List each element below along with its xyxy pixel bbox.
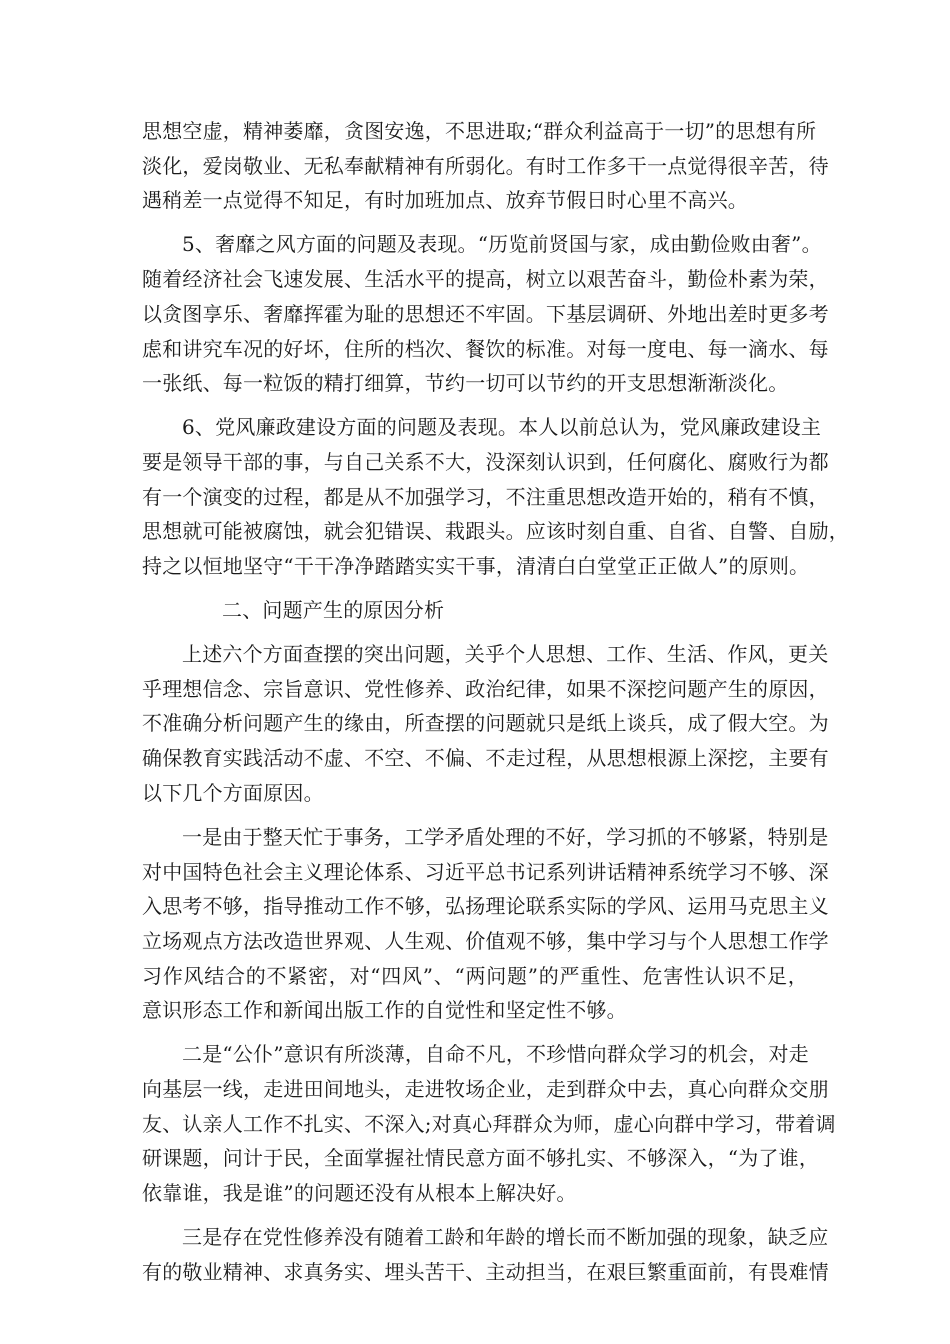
- text-line: 虑和讲究车况的好坏，住所的档次、餐饮的标准。对每一度电、每一滴水、每: [142, 336, 829, 361]
- text-line: 意识形态工作和新闻出版工作的自觉性和坚定性不够。: [142, 998, 627, 1023]
- text-line: 一张纸、每一粒饭的精打细算，节约一切可以节约的开支思想渐渐淡化。: [142, 371, 789, 396]
- text-line: 乎理想信念、宗旨意识、党性修养、政治纪律，如果不深挖问题产生的原因，: [142, 676, 829, 701]
- paragraph: [142, 820, 829, 1028]
- text-line: 二是“公仆”意识有所淡薄，自命不凡，不珍惜向群众学习的机会，对走: [182, 1042, 809, 1067]
- text-line: 不准确分析问题产生的缘由，所查摆的问题就只是纸上谈兵，成了假大空。为: [142, 711, 829, 736]
- text-line: 以下几个方面原因。: [142, 780, 324, 805]
- text-line: 要是领导干部的事，与自己关系不大，没深刻认识到，任何腐化、腐败行为都: [142, 449, 829, 474]
- paragraph: [142, 1220, 829, 1289]
- text-line: 思想就可能被腐蚀，就会犯错误、栽跟头。应该时刻自重、自省、自警、自励，: [142, 519, 849, 544]
- text-line: 遇稍差一点觉得不知足，有时加班加点、放弃节假日时心里不高兴。: [142, 188, 748, 213]
- text-line: 习作风结合的不紧密，对“四风”、“两问题”的严重性、危害性认识不足，: [142, 963, 808, 988]
- paragraph: [142, 1037, 836, 1211]
- text-line: 友、认亲人工作不扎实、不深入;对真心拜群众为师，虚心向群中学习，带着调: [142, 1111, 836, 1136]
- text-line: 确保教育实践活动不虚、不空、不偏、不走过程，从思想根源上深挖，主要有: [142, 746, 829, 771]
- text-line: 三是存在党性修养没有随着工龄和年龄的增长而不断加强的现象，缺乏应: [182, 1225, 829, 1250]
- paragraph: [142, 637, 829, 811]
- paragraph: [142, 114, 829, 218]
- paragraph: [142, 410, 849, 584]
- text-line: 上述六个方面查摆的突出问题，关乎个人思想、工作、生活、作风，更关: [182, 642, 829, 667]
- text-line: 向基层一线，走进田间地头，走进牧场企业，走到群众中去，真心向群众交朋: [142, 1077, 829, 1102]
- text-line: 以贪图享乐、奢靡挥霍为耻的思想还不牢固。下基层调研、外地出差时更多考: [142, 301, 829, 326]
- text-line: 对中国特色社会主义理论体系、习近平总书记系列讲话精神系统学习不够、深: [142, 859, 829, 884]
- text-line: 立场观点方法改造世界观、人生观、价值观不够，集中学习与个人思想工作学: [142, 928, 829, 953]
- text-line: 有的敬业精神、求真务实、埋头苦干、主动担当，在艰巨繁重面前，有畏难情: [142, 1259, 829, 1284]
- text-line: 依靠谁，我是谁”的问题还没有从根本上解决好。: [142, 1181, 577, 1206]
- text-line: 入思考不够，指导推动工作不够，弘扬理论联系实际的学风、运用马克思主义: [142, 894, 829, 919]
- section-heading: [142, 593, 808, 628]
- text-line: 5、奢靡之风方面的问题及表现。“历览前贤国与家，成由勤俭败由奢”。: [182, 232, 822, 257]
- text-line: 二、问题产生的原因分析: [222, 598, 445, 623]
- text-line: 思想空虚，精神萎靡，贪图安逸，不思进取;“群众利益高于一切”的思想有所: [142, 119, 817, 143]
- paragraph: [142, 227, 829, 401]
- text-line: 随着经济社会飞速发展、生活水平的提高，树立以艰苦奋斗，勤俭朴素为荣，: [142, 267, 829, 292]
- text-line: 淡化，爱岗敬业、无私奉献精神有所弱化。有时工作多干一点觉得很辛苦，待: [142, 153, 829, 178]
- text-line: 持之以恒地坚守“干干净净踏踏实实干事，清清白白堂堂正正做人”的原则。: [142, 554, 810, 579]
- document-body: [142, 114, 849, 1299]
- text-line: 研课题，问计于民，全面掌握社情民意方面不够扎实、不够深入，“为了谁，: [142, 1146, 820, 1171]
- text-line: 有一个演变的过程，都是从不加强学习，不注重思想改造开始的，稍有不慎，: [142, 484, 829, 509]
- text-line: 一是由于整天忙于事务，工学矛盾处理的不好，学习抓的不够紧，特别是: [182, 824, 829, 849]
- text-line: 6、党风廉政建设方面的问题及表现。本人以前总认为，党风廉政建设主: [182, 415, 822, 440]
